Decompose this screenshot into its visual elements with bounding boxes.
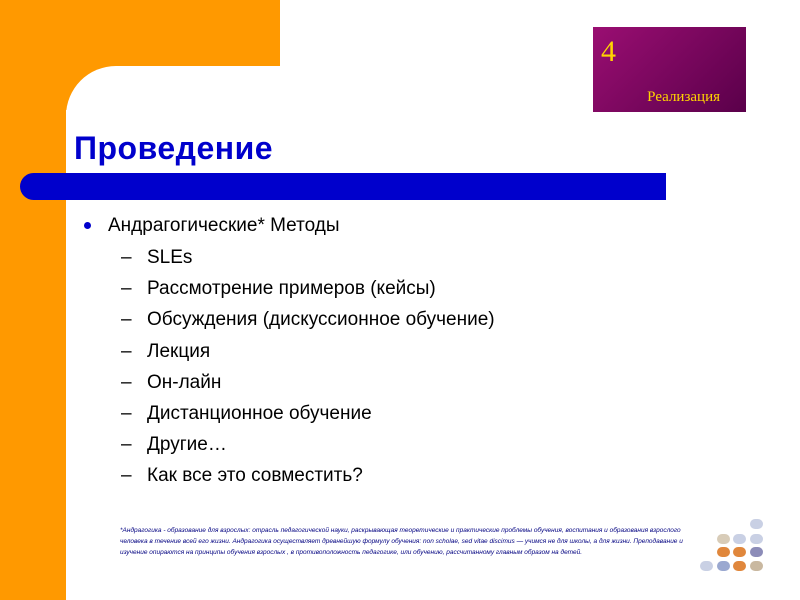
list-item-label: Лекция	[147, 340, 211, 362]
list-item	[84, 308, 724, 339]
bullet-list	[84, 214, 724, 496]
title-underline-bar	[20, 173, 666, 200]
orange-side-bar	[0, 0, 66, 600]
dash-icon: –	[121, 278, 132, 300]
list-item	[84, 433, 724, 464]
slide-title: Проведение	[74, 130, 274, 166]
dash-icon: –	[121, 371, 132, 393]
list-item-label: SLEs	[147, 247, 193, 268]
list-item	[84, 371, 724, 402]
dash-icon: –	[121, 465, 132, 487]
dash-icon: –	[121, 309, 132, 331]
list-item-label: Другие…	[147, 434, 227, 456]
bullet-dot-icon	[84, 222, 91, 229]
section-badge	[593, 27, 746, 112]
dash-icon: –	[121, 340, 132, 362]
list-item-label: Дистанционное обучение	[147, 402, 372, 424]
list-item-main-label: Андрагогические* Методы	[108, 215, 340, 236]
list-item-label: Обсуждения (дискуссионное обучение)	[147, 309, 495, 331]
dash-icon: –	[121, 402, 132, 424]
list-item-label: Как все это совместить?	[147, 465, 363, 487]
list-item-label: Он-лайн	[147, 371, 222, 393]
list-item	[84, 402, 724, 433]
section-label: Реализация	[647, 89, 720, 105]
list-item	[84, 277, 724, 308]
dash-icon: –	[121, 247, 132, 268]
footnote: *Андрагогика - образование для взрослых: отрасль педагогической науки, раскрывающая теоретические и практические проблемы обучения, воспитания и образования взрослого человека в течение всей его жизни. Андрагогика осуществляет древнейшую формулу обучения: non scholae, sed vitae discimus — учимся не для школы, а для жизни. Преподавание и изучение опираются на принципы обучения взрослых , в противоположность педагогике, или обучению, рассчитанному главным образом на детей.	[120, 527, 683, 556]
list-item-label: Рассмотрение примеров (кейсы)	[147, 278, 436, 300]
list-item	[84, 464, 724, 495]
dash-icon: –	[121, 434, 132, 456]
list-item	[84, 340, 724, 371]
list-item-main	[84, 214, 724, 246]
section-number: 4	[601, 35, 616, 68]
list-item	[84, 246, 724, 277]
